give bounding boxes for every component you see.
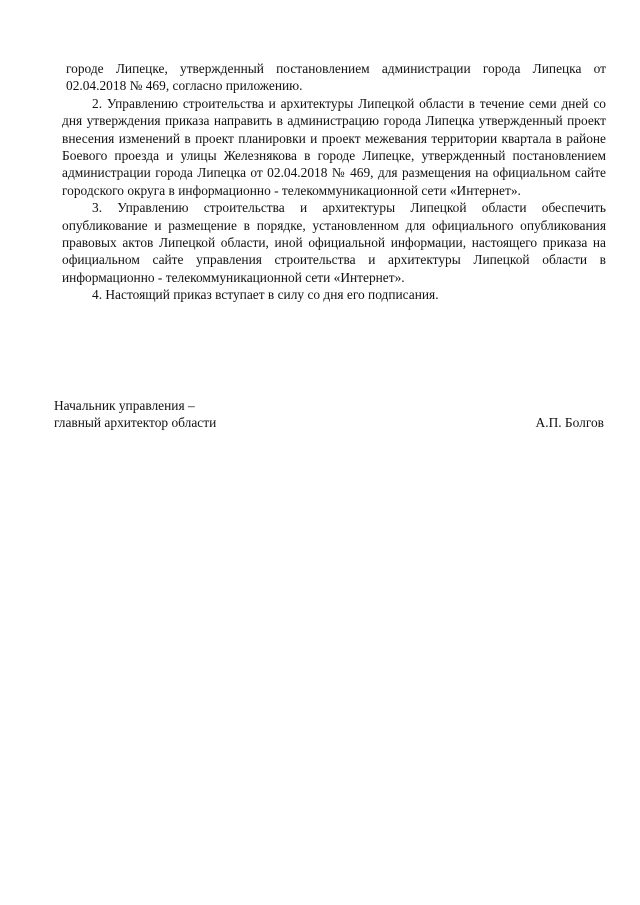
paragraph-item-3: 3. Управлению строительства и архитектуры Липецкой области обеспечить опубликование и размещение в порядке, установленном для официального опубликования правовых актов Липецкой области, иной официальной информации, настоящего приказа на официальном сайте управления строительства и архитектуры Липецкой области в информационно - телекоммуникационной сети «Интернет». xyxy=(62,200,606,285)
signature-name: А.П. Болгов xyxy=(535,415,604,430)
signature-position xyxy=(54,397,216,432)
signature-position-line2: главный архитектор области xyxy=(54,415,217,431)
paragraph-item-4: 4. Настоящий приказ вступает в силу со дня его подписания. xyxy=(92,287,439,303)
paragraph-item-2: 2. Управлению строительства и архитектуры Липецкой области в течение семи дней со дня утверждения приказа направить в администрацию города Липецка утвержденный проект внесения изменений в проект планировки и проект межевания территории квартала в районе Боевого проезда и улицы Железнякова в городе Липецке, утвержденный постановлением администрации города Липецка от 02.04.2018 № 469, для размещения на официальном сайте городского округа в информационно - телекоммуникационной сети «Интернет». xyxy=(62,95,606,198)
document-body xyxy=(62,60,606,304)
paragraph-continuation: городе Липецке, утвержденный постановлением администрации города Липецка от 02.04.2018 № 469, согласно приложению. xyxy=(66,61,606,94)
signature-position-line1: Начальник управления – xyxy=(54,398,195,413)
